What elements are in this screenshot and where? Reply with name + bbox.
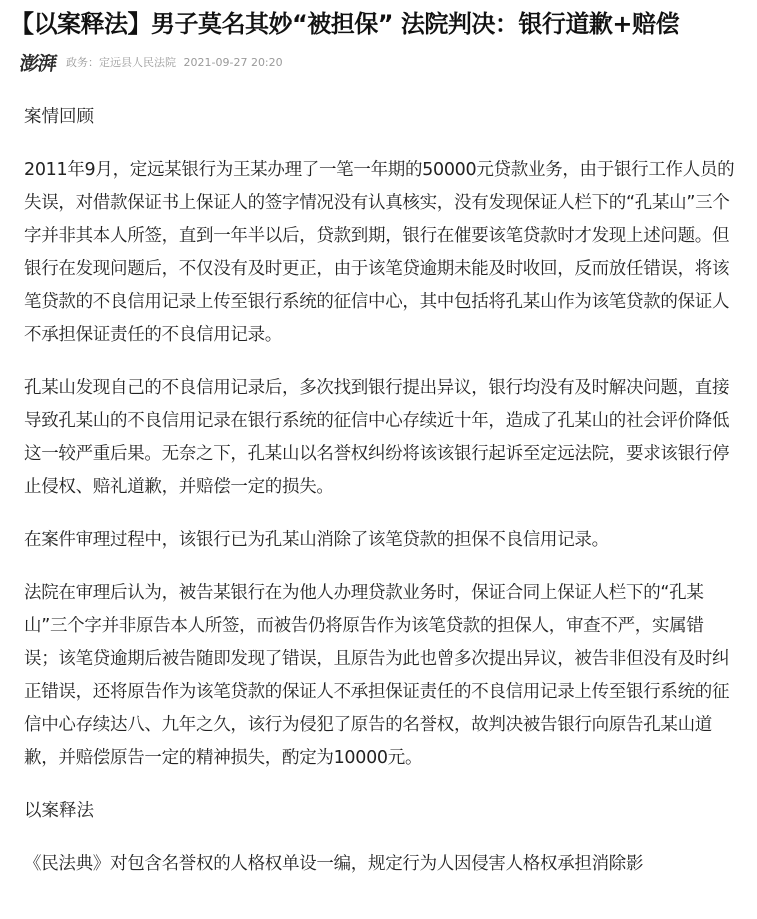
source-name[interactable]: 政务：定远县人民法院 bbox=[66, 56, 177, 69]
source-logo[interactable]: 澎湃 bbox=[18, 52, 58, 75]
article-title: 【以案释法】男子莫名其妙“被担保” 法院判决：银行道歉+赔偿 bbox=[10, 10, 680, 38]
meta-text bbox=[66, 54, 283, 70]
paragraph-1: 2011年9月，定远某银行为王某办理了一笔一年期的50000元贷款业务，由于银行工作人员的失误，对借款保证书上保证人的签字情况没有认真核实，没有发现保证人栏下的“孔某山”三个字并非其本人所签，直到一年半以后，贷款到期，银行在催要该笔贷款时才发现上述问题。但银行在发现问题后，不仅没有及时更正，由于该笔贷逾期未能及时收回，反而放任错误，将该笔贷款的不良信用记录上传至银行系统的征信中心，其中包括将孔某山作为该笔贷款的保证人不承担保证责任的不良信用记录。 bbox=[24, 160, 735, 345]
section-heading-law-explanation: 以案释法 bbox=[24, 801, 94, 821]
paragraph-2: 孔某山发现自己的不良信用记录后，多次找到银行提出异议，银行均没有及时解决问题，直接导致孔某山的不良信用记录在银行系统的征信中心存续近十年，造成了孔某山的社会评价降低这一较严重后果。无奈之下，孔某山以名誉权纠纷将该该银行起诉至定远法院，要求该银行停止侵权、赔礼道歉，并赔偿一定的损失。 bbox=[24, 378, 730, 497]
paragraph-5: 《民法典》对包含名誉权的人格权单设一编，规定行为人因侵害人格权承担消除影 bbox=[24, 854, 644, 874]
paragraph-3: 在案件审理过程中，该银行已为孔某山消除了该笔贷款的担保不良信用记录。 bbox=[24, 530, 609, 550]
publish-time: 2021-09-27 20:20 bbox=[183, 56, 283, 69]
paragraph-4: 法院在审理后认为，被告某银行在为他人办理贷款业务时，保证合同上保证人栏下的“孔某山”三个字并非原告本人所签，而被告仍将原告作为该笔贷款的担保人，审查不严，实属错误；该笔贷逾期后被告随即发现了错误，且原告为此也曾多次提出异议，被告非但没有及时纠正错误，还将原告作为该笔贷款的保证人不承担保证责任的不良信用记录上传至银行系统的征信中心存续达八、九年之久，该行为侵犯了原告的名誉权，故判决被告银行向原告孔某山道歉，并赔偿原告一定的精神损失，酌定为10000元。 bbox=[24, 583, 730, 768]
article-body bbox=[24, 101, 736, 901]
section-heading-case-review: 案情回顾 bbox=[24, 107, 94, 127]
article-meta bbox=[20, 48, 283, 76]
